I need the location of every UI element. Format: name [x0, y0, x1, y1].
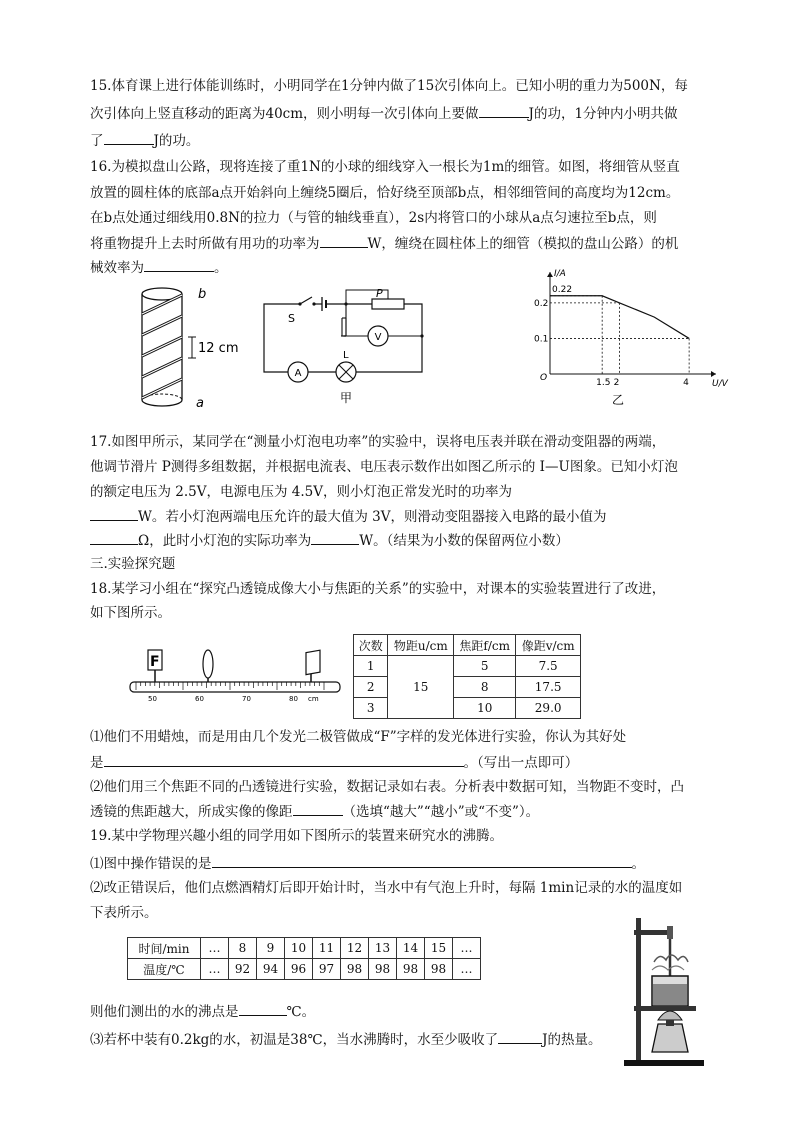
q17-line-2: 他调节滑片 P测得多组数据，并根据电流表、电压表示数作出如图乙所示的 I—U图象。已知小灯泡: [90, 459, 678, 475]
ruler-label: 70: [242, 695, 251, 703]
q16-text: W，缠绕在圆柱体上的细管（模拟的盘山公路）的机: [367, 236, 679, 252]
circuit-diagram: [260, 288, 440, 406]
x-tick-label: 4: [683, 378, 689, 388]
section-heading: 三.实验探究题: [90, 556, 176, 572]
optical-bench-figure: [128, 646, 343, 702]
table-cell: 12: [341, 938, 369, 959]
q18-text: （选填“越大”“越小”或“不变”）。: [342, 804, 540, 820]
x-axis-label: U/V: [712, 379, 728, 389]
table-cell: 1: [354, 656, 388, 677]
answer-blank[interactable]: [104, 130, 154, 145]
q19-sub2-line-2: 下表所示。: [90, 905, 158, 921]
y-tick-label: 0.2: [534, 298, 549, 309]
answer-blank[interactable]: [104, 752, 464, 767]
f-light-source: F: [150, 654, 160, 670]
iu-graph: [520, 269, 728, 410]
table-cell: 10: [454, 698, 516, 719]
table-header: 焦距f/cm: [454, 635, 516, 656]
q17-text: W。（结果为小数的保留两位小数）: [359, 533, 569, 549]
caption-yi: 乙: [612, 393, 625, 407]
label-a: a: [196, 396, 204, 411]
q15-text: J的功。: [153, 133, 200, 149]
table-cell: 94: [257, 959, 285, 980]
answer-blank[interactable]: [293, 801, 343, 816]
q15-text: J的功，1分钟内小明共做: [528, 106, 678, 122]
caption-jia: 甲: [340, 391, 353, 405]
table-cell: 98: [397, 959, 425, 980]
q19-text: 。: [631, 856, 645, 872]
q19-line-1: 19.某中学物理兴趣小组的同学用如下图所示的装置来研究水的沸腾。: [90, 828, 503, 844]
q17-text: W。若小灯泡两端电压允许的最大值为 3V，则滑动变阻器接入电路的最小值为: [138, 509, 607, 525]
table-cell: …: [453, 938, 481, 959]
origin-label: O: [540, 373, 548, 383]
q17-line-5: [90, 530, 569, 551]
table-cell: 8: [454, 677, 516, 698]
table-header: 像距v/cm: [516, 635, 581, 656]
q19-sub1: [90, 853, 645, 874]
table-cell: 29.0: [516, 698, 581, 719]
answer-blank[interactable]: [144, 257, 214, 272]
ruler-label: 60: [195, 695, 204, 703]
q17-line-1: 17.如图甲所示，某同学在“测量小灯泡电功率”的实验中，误将电压表并联在滑动变阻器的两端，: [90, 434, 666, 450]
label-S: S: [288, 312, 295, 325]
answer-blank[interactable]: [90, 506, 138, 521]
table-cell: 2: [354, 677, 388, 698]
q19-text: J的热量。: [542, 1032, 602, 1048]
table-header: 物距u/cm: [388, 635, 454, 656]
ammeter-symbol: A: [294, 368, 302, 379]
ruler-label: 80: [289, 695, 298, 703]
table-cell: 97: [313, 959, 341, 980]
q19-sub3: [90, 1029, 602, 1050]
boiling-apparatus-figure: [622, 912, 707, 1067]
x-tick-label: 2: [613, 378, 620, 388]
x-tick-label: 1.5: [596, 378, 611, 388]
q18-text: 。（写出一点即可）: [463, 755, 579, 771]
q15-line-1: 15.体育课上进行体能训练时，小明同学在1分钟内做了15次引体向上。已知小明的重力为500N，每: [90, 78, 688, 94]
table-cell: 15: [425, 938, 453, 959]
table-cell: …: [201, 959, 229, 980]
q15-line-3: [90, 130, 199, 151]
cylinder-coil-figure: [130, 282, 239, 412]
q16-line-1: 16.为模拟盘山公路，现将连接了重1N的小球的细线穿入一根长为1m的细管。如图，将细管从竖直: [90, 159, 680, 175]
answer-blank[interactable]: [90, 530, 138, 545]
table-cell: 98: [425, 959, 453, 980]
table-cell: 8: [229, 938, 257, 959]
q16-text: 。: [214, 260, 228, 276]
temperature-table: [127, 937, 481, 980]
table-cell: 13: [369, 938, 397, 959]
label-12cm: 12 cm: [198, 341, 239, 356]
label-P: P: [376, 287, 383, 300]
q16-text: 将重物提升上去时所做有用功的功率为: [90, 236, 320, 252]
y-tick-label: 0.22: [552, 284, 573, 295]
y-tick-label: 0.1: [534, 334, 549, 345]
table-cell: 5: [454, 656, 516, 677]
ruler-unit: cm: [308, 695, 319, 703]
q19-text: 则他们测出的水的沸点是: [90, 1004, 239, 1020]
q18-text: 透镜的焦距越大，所成实像的像距: [90, 804, 293, 820]
q17-line-3: 的额定电压为 2.5V，电源电压为 4.5V，则小灯泡正常发光时的功率为: [90, 484, 513, 500]
q16-text: 械效率为: [90, 260, 144, 276]
q16-line-5: [90, 257, 228, 278]
q19-boil-line: [90, 1001, 315, 1022]
answer-blank[interactable]: [212, 853, 632, 868]
table-cell: …: [201, 938, 229, 959]
q19-sub2-line-1: ⑵改正错误后，他们点燃酒精灯后即开始计时，当水中有气泡上升时，每隔 1min记录的水的温度如: [90, 880, 683, 896]
x-axis-arrow: [711, 371, 716, 377]
answer-blank[interactable]: [479, 103, 529, 118]
table-row-label: 温度/℃: [128, 959, 201, 980]
table-cell: 96: [285, 959, 313, 980]
y-axis-label: I/A: [554, 269, 566, 279]
label-L: L: [343, 350, 349, 361]
q16-line-3: 在b点处通过细线用0.8N的拉力（与管的轴线垂直），2s内将管口的小球从a点匀速拉至b点，则: [90, 210, 657, 226]
q18-line-2: 如下图所示。: [90, 605, 171, 621]
table-cell: 14: [397, 938, 425, 959]
q18-sub2-line-2: [90, 801, 539, 822]
table-cell: …: [453, 959, 481, 980]
q16-line-2: 放置的圆柱体的底部a点开始斜向上缠绕5圈后，恰好绕至顶部b点，相邻细管间的高度均为12cm。: [90, 185, 680, 201]
table-row-label: 时间/min: [128, 938, 201, 959]
table-cell-object-distance: 15: [388, 656, 454, 719]
table-cell: 98: [341, 959, 369, 980]
q15-text: 次引体向上竖直移动的距离为40cm，则小明每一次引体向上要做: [90, 106, 479, 122]
y-axis-arrow: [547, 272, 553, 277]
label-b: b: [198, 287, 207, 302]
answer-blank[interactable]: [498, 1029, 542, 1044]
table-cell: 10: [285, 938, 313, 959]
q19-text: ⑶若杯中装有0.2kg的水，初温是38℃，当水沸腾时，水至少吸收了: [90, 1032, 499, 1048]
lens-data-table: [353, 634, 581, 719]
q18-sub1-line-1: ⑴他们不用蜡烛，而是用由几个发光二极管做成“F”字样的发光体进行实验，你认为其好处: [90, 729, 627, 745]
table-cell: 11: [313, 938, 341, 959]
q17-text: Ω，此时小灯泡的实际功率为: [138, 533, 312, 549]
q18-text: 是: [90, 755, 104, 771]
table-cell: 9: [257, 938, 285, 959]
q18-sub1-line-2: [90, 752, 578, 773]
table-cell: 92: [229, 959, 257, 980]
answer-blank[interactable]: [239, 1001, 287, 1016]
q19-text: ⑴图中操作错误的是: [90, 856, 212, 872]
answer-blank[interactable]: [320, 233, 368, 248]
voltmeter-symbol: V: [374, 332, 382, 343]
q15-text: 了: [90, 133, 104, 149]
q19-text: ℃。: [286, 1004, 316, 1020]
q16-line-4: [90, 233, 678, 254]
answer-blank[interactable]: [311, 530, 359, 545]
table-cell: 98: [369, 959, 397, 980]
table-cell: 17.5: [516, 677, 581, 698]
table-cell: 3: [354, 698, 388, 719]
q18-sub2-line-1: ⑵他们用三个焦距不同的凸透镜进行实验，数据记录如右表。分析表中数据可知，当物距不变时，凸: [90, 779, 684, 795]
q15-line-2: [90, 103, 678, 124]
ruler-label: 50: [148, 695, 157, 703]
q17-line-4: [90, 506, 607, 527]
table-header: 次数: [354, 635, 388, 656]
table-cell: 7.5: [516, 656, 581, 677]
q18-line-1: 18.某学习小组在“探究凸透镜成像大小与焦距的关系”的实验中，对课本的实验装置进行了改进，: [90, 581, 666, 597]
